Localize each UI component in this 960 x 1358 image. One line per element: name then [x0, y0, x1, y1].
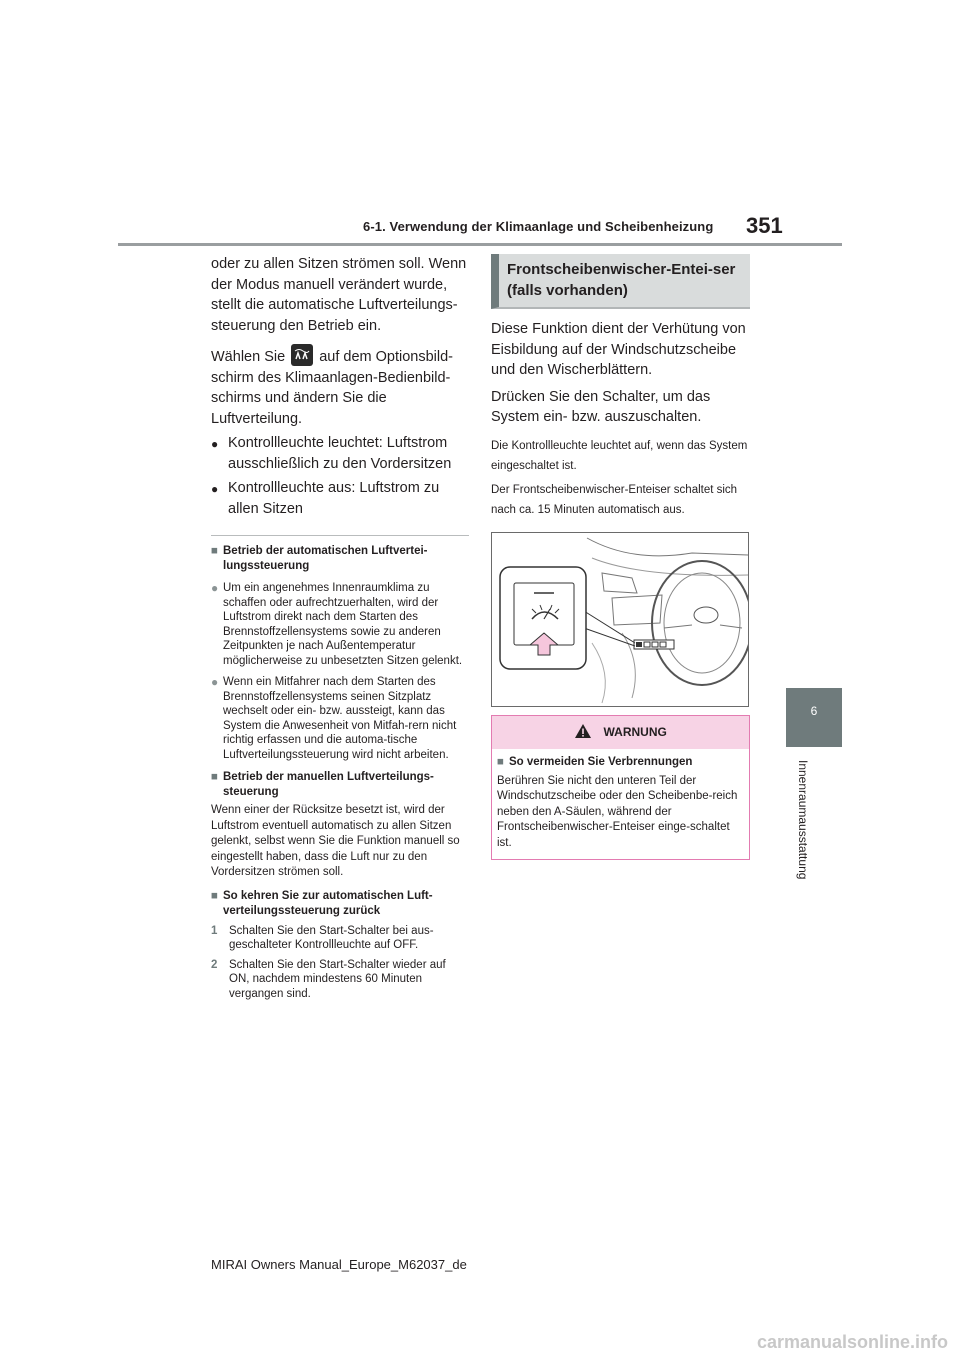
subheading	[211, 770, 469, 800]
section-title: 6-1. Verwendung der Klimaanlage und Scheibenheizung	[363, 219, 714, 234]
note: Der Frontscheibenwischer-Enteiser schaltet sich nach ca. 15 Minuten automatisch aus.	[491, 483, 738, 516]
bullet-icon: ●	[211, 482, 219, 496]
warning-label: WARNUNG	[603, 724, 667, 739]
list-item	[211, 581, 469, 668]
subheading-text: So kehren Sie zur automatischen Luft-verteilungssteuerung zurück	[223, 889, 433, 917]
list-item	[211, 433, 469, 474]
paragraph: Diese Funktion dient der Verhütung von Eisbildung auf der Windschutzscheibe und den Wischerblättern.	[491, 321, 746, 378]
header-rule	[118, 243, 842, 246]
list-item	[211, 478, 469, 519]
select-before: Wählen Sie	[211, 349, 286, 365]
square-bullet-icon: ■	[211, 771, 218, 783]
select-after: auf dem Optionsbild-schirm des Klimaanlagen-Bedienbild-schirms und ändern Sie die Luftverteilung.	[211, 349, 454, 427]
page-number: 351	[746, 213, 783, 238]
circle-bullet-icon: ●	[211, 581, 219, 595]
chapter-tab[interactable]: 6	[786, 688, 842, 747]
step-number: 1	[211, 924, 218, 937]
chapter-label: Innenraumausstattung	[796, 760, 810, 880]
seat-airflow-icon	[291, 344, 313, 366]
warning-heading: So vermeiden Sie Verbrennungen	[509, 755, 693, 768]
paragraph: Drücken Sie den Schalter, um das System ein- bzw. auszuschalten.	[491, 388, 711, 425]
note: Die Kontrollleuchte leuchtet auf, wenn das System eingeschaltet ist.	[491, 439, 748, 472]
subheading-text: Betrieb der automatischen Luftvertei-lungssteuerung	[223, 545, 428, 572]
square-bullet-icon: ■	[211, 889, 218, 902]
step-number: 2	[211, 958, 218, 971]
warning-box	[491, 715, 750, 861]
watermark: carmanualsonline.info	[756, 1332, 948, 1352]
defroster-illustration	[491, 532, 749, 707]
warning-text: Berühren Sie nicht den unteren Teil der Windschutzscheibe oder den Scheibenbe-reich neben den A-Säulen, während der Frontscheibenwischer-Enteiser einge-schaltet ist.	[497, 774, 738, 849]
step-text: Schalten Sie den Start-Schalter bei aus-geschalteter Kontrollleuchte auf OFF.	[229, 924, 434, 951]
footer-manual: MIRAI Owners Manual_Europe_M62037_de	[211, 1257, 467, 1272]
step-text: Schalten Sie den Start-Schalter wieder auf ON, nachdem mindestens 60 Minuten vergangen sind.	[229, 958, 446, 1000]
circle-bullet-icon: ●	[211, 675, 219, 689]
list-item	[211, 675, 469, 762]
bullet-icon: ●	[211, 437, 219, 451]
subheading	[211, 889, 469, 919]
bullet-text: Kontrollleuchte leuchtet: Luftstrom ausschließlich zu den Vordersitzen	[228, 435, 452, 472]
list-text: Um ein angenehmes Innenraumklima zu schaffen oder aufrechtzuerhalten, wird der Luftstrom direkt nach dem Starten des Brennstoffzellensystems sowie zu anderen Zeitpunkten je nach Außentemperatur möglicherweise zu unbesetzten Sitzen gelenkt.	[223, 582, 463, 667]
warning-header	[492, 716, 749, 749]
right-column	[491, 254, 750, 860]
bullet-text: Kontrollleuchte aus: Luftstrom zu allen Sitzen	[228, 480, 440, 517]
subheading	[497, 755, 745, 770]
subheading	[211, 544, 469, 574]
step-item	[211, 958, 469, 1002]
paragraph: Wenn einer der Rücksitze besetzt ist, wird der Luftstrom eventuell automatisch zu allen Sitzen gelenkt, selbst wenn Sie die Funktion manuell so eingestellt haben, dass die Luft nur zu den Vordersitzen strömen soll.	[211, 804, 460, 878]
warning-triangle-icon	[574, 723, 592, 739]
subheading-text: Betrieb der manuellen Luftverteilungs-steuerung	[223, 771, 434, 798]
select-instruction	[211, 344, 469, 429]
section-heading: Frontscheibenwischer-Entei-ser (falls vorhanden)	[491, 254, 750, 309]
list-text: Wenn ein Mitfahrer nach dem Starten des Brennstoffzellensystems seinen Sitzplatz wechselt oder ein- bzw. aussteigt, kann das System die Anwesenheit von Mitfah-rern nicht richtig erfassen und die automa-tische Luftverteilungssteuerung wird nicht arbeiten.	[223, 676, 457, 761]
left-column	[211, 254, 469, 1001]
square-bullet-icon: ■	[497, 755, 504, 768]
square-bullet-icon: ■	[211, 545, 218, 557]
intro-text: oder zu allen Sitzen strömen soll. Wenn der Modus manuell verändert wurde, stellt die automatische Luftverteilungs-steuerung den Betrieb ein.	[211, 256, 467, 334]
step-item	[211, 924, 469, 953]
divider	[211, 535, 469, 536]
